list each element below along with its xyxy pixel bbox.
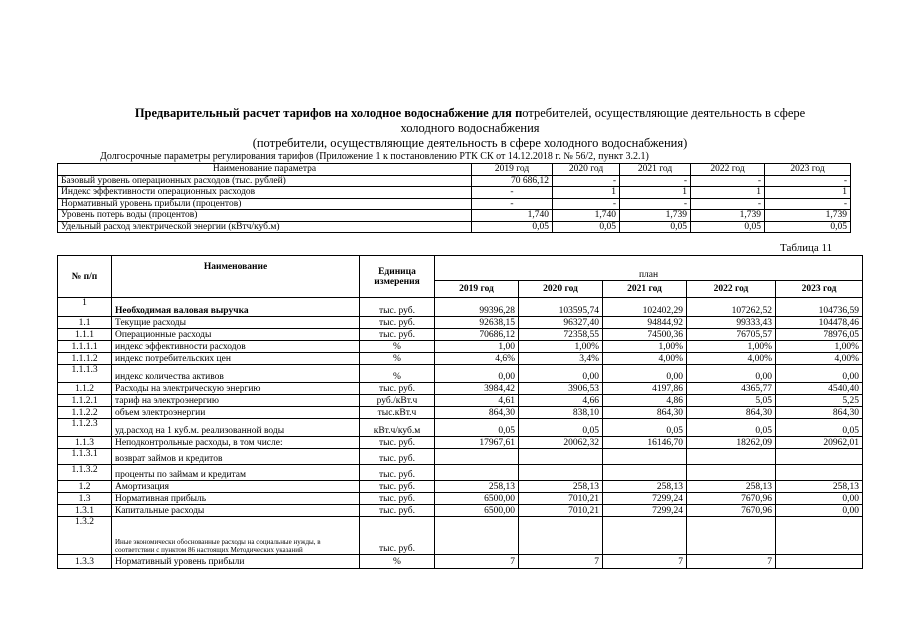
header-year: 2023 год (776, 281, 863, 298)
params-value-cell: - (691, 175, 765, 187)
row-name: уд.расход на 1 куб.м. реализованной воды (112, 419, 360, 437)
params-header-cell: 2023 год (765, 164, 851, 176)
row-value: 20962,01 (776, 437, 863, 449)
params-header-cell: 2022 год (691, 164, 765, 176)
row-value: 6500,00 (435, 493, 519, 505)
params-value-cell: 1,740 (553, 210, 620, 222)
row-unit: % (360, 341, 435, 353)
params-value-cell: - (553, 175, 620, 187)
row-number: 1.3.1 (58, 505, 112, 517)
row-value (603, 517, 687, 555)
row-name: Нормативная прибыль (112, 493, 360, 505)
row-value: 7010,21 (519, 493, 603, 505)
row-number: 1 (58, 298, 112, 317)
row-name: индекс эффективности расходов (112, 341, 360, 353)
row-unit: тыс. руб. (360, 505, 435, 517)
row-value: 1,00% (519, 341, 603, 353)
params-name-cell: Удельный расход электрической энергии (кВтч/куб.м) (58, 221, 472, 233)
row-unit: тыс. руб. (360, 465, 435, 481)
table-row (58, 481, 863, 493)
row-value: 94844,92 (603, 317, 687, 329)
row-name: возврат займов и кредитов (112, 449, 360, 465)
params-value-cell: - (765, 175, 851, 187)
row-value: 864,30 (603, 407, 687, 419)
params-row (58, 187, 851, 199)
row-value: 7 (603, 555, 687, 569)
row-value: 0,00 (519, 365, 603, 383)
params-value-cell: 1,739 (620, 210, 691, 222)
params-value-cell: 1 (765, 187, 851, 199)
title-bold: Предварительный расчет тарифов на холодное водоснабжение для п (134, 106, 523, 120)
row-value (687, 517, 776, 555)
row-name: Необходимая валовая выручка (112, 298, 360, 317)
params-value-cell: 1,740 (472, 210, 553, 222)
row-unit: % (360, 365, 435, 383)
row-value: 258,13 (776, 481, 863, 493)
row-value: 3906,53 (519, 383, 603, 395)
params-value-cell: - (691, 198, 765, 210)
table-row (58, 298, 863, 317)
row-name: проценты по займам и кредитам (112, 465, 360, 481)
row-value: 0,05 (435, 419, 519, 437)
table-row (58, 329, 863, 341)
row-value: 258,13 (603, 481, 687, 493)
header-name: Наименование (112, 256, 360, 298)
row-value: 17967,61 (435, 437, 519, 449)
row-value (687, 465, 776, 481)
row-value (435, 465, 519, 481)
row-value: 4365,77 (687, 383, 776, 395)
row-value: 7 (687, 555, 776, 569)
row-unit: % (360, 353, 435, 365)
row-number: 1.1.1.1 (58, 341, 112, 353)
row-value (435, 517, 519, 555)
params-value-cell: 0,05 (765, 221, 851, 233)
header-year: 2021 год (603, 281, 687, 298)
table-row (58, 493, 863, 505)
row-value: 1,00% (603, 341, 687, 353)
table-row (58, 465, 863, 481)
table-row (58, 341, 863, 353)
row-value: 258,13 (435, 481, 519, 493)
row-value: 4,61 (435, 395, 519, 407)
row-value: 0,00 (776, 493, 863, 505)
row-value: 102402,29 (603, 298, 687, 317)
params-value-cell: - (472, 198, 553, 210)
row-number: 1.1.2.1 (58, 395, 112, 407)
row-value: 18262,09 (687, 437, 776, 449)
row-value: 4540,40 (776, 383, 863, 395)
row-value: 0,05 (687, 419, 776, 437)
row-unit: тыс. руб. (360, 383, 435, 395)
main-table (57, 255, 863, 569)
row-number: 1.3.3 (58, 555, 112, 569)
row-value: 72358,55 (519, 329, 603, 341)
params-value-cell: 1,739 (765, 210, 851, 222)
params-header-row (58, 164, 851, 176)
row-value: 20062,32 (519, 437, 603, 449)
params-value-cell: 1 (620, 187, 691, 199)
params-value-cell: 1,739 (691, 210, 765, 222)
header-year: 2020 год (519, 281, 603, 298)
row-value: 258,13 (519, 481, 603, 493)
row-value (687, 449, 776, 465)
row-unit: тыс. руб. (360, 481, 435, 493)
row-unit: тыс. руб. (360, 317, 435, 329)
row-value: 7670,96 (687, 505, 776, 517)
params-value-cell: 0,05 (472, 221, 553, 233)
params-value-cell: 0,05 (691, 221, 765, 233)
row-value: 3,4% (519, 353, 603, 365)
row-number: 1.3.2 (58, 517, 112, 555)
table-row (58, 437, 863, 449)
row-unit: руб./кВт.ч (360, 395, 435, 407)
row-name: Неподконтрольные расходы, в том числе: (112, 437, 360, 449)
row-value: 70686,12 (435, 329, 519, 341)
params-header-cell: 2019 год (472, 164, 553, 176)
longterm-caption: Долгосрочные параметры регулирования тарифов (Приложение 1 к постановлению РТК СК от 14.12.2018 г. № 56/2, пункт 3.2.1) (100, 151, 649, 162)
row-number: 1.1.1.2 (58, 353, 112, 365)
row-unit: тыс. руб. (360, 517, 435, 555)
table-row (58, 383, 863, 395)
row-value (519, 449, 603, 465)
row-value: 103595,74 (519, 298, 603, 317)
row-value (519, 517, 603, 555)
row-value (776, 517, 863, 555)
row-value: 7010,21 (519, 505, 603, 517)
row-unit: тыс. руб. (360, 437, 435, 449)
row-value: 92638,15 (435, 317, 519, 329)
row-value: 1,00% (776, 341, 863, 353)
row-value: 864,30 (435, 407, 519, 419)
table-row (58, 353, 863, 365)
row-value: 4,00% (603, 353, 687, 365)
row-value: 76705,57 (687, 329, 776, 341)
row-value: 0,05 (776, 419, 863, 437)
title-rest: отребителей, осуществляющие деятельность в сфере холодного водоснабжения (400, 106, 806, 135)
row-value (435, 449, 519, 465)
row-number: 1.1.1.3 (58, 365, 112, 383)
row-value: 4,00% (687, 353, 776, 365)
row-value: 99396,28 (435, 298, 519, 317)
row-value: 7299,24 (603, 505, 687, 517)
params-header-cell: 2021 год (620, 164, 691, 176)
params-name-cell: Нормативный уровень прибыли (процентов) (58, 198, 472, 210)
row-value: 4,66 (519, 395, 603, 407)
row-unit: % (360, 555, 435, 569)
row-value: 5,05 (687, 395, 776, 407)
row-value: 258,13 (687, 481, 776, 493)
params-value-cell: 1 (553, 187, 620, 199)
row-value: 7670,96 (687, 493, 776, 505)
row-value: 99333,43 (687, 317, 776, 329)
row-value: 838,10 (519, 407, 603, 419)
table-row (58, 407, 863, 419)
params-value-cell: 0,05 (620, 221, 691, 233)
params-row (58, 198, 851, 210)
row-value (603, 449, 687, 465)
params-name-cell: Уровень потерь воды (процентов) (58, 210, 472, 222)
row-value: 0,00 (603, 365, 687, 383)
row-number: 1.1.3 (58, 437, 112, 449)
params-value-cell: 70 686,12 (472, 175, 553, 187)
row-name: Нормативный уровень прибыли (112, 555, 360, 569)
row-value: 4,00% (776, 353, 863, 365)
row-name: Операционные расходы (112, 329, 360, 341)
row-value (519, 465, 603, 481)
row-value: 7299,24 (603, 493, 687, 505)
row-value: 1,00 (435, 341, 519, 353)
row-name: индекс количества активов (112, 365, 360, 383)
table-row (58, 517, 863, 555)
row-value: 74500,36 (603, 329, 687, 341)
page-title (110, 106, 830, 136)
row-number: 1.3 (58, 493, 112, 505)
table-row (58, 449, 863, 465)
row-number: 1.1 (58, 317, 112, 329)
row-unit: кВт.ч/куб.м (360, 419, 435, 437)
row-value: 107262,52 (687, 298, 776, 317)
params-value-cell: 1 (691, 187, 765, 199)
row-value: 0,05 (519, 419, 603, 437)
row-value: 1,00% (687, 341, 776, 353)
table-row (58, 395, 863, 407)
row-number: 1.1.1 (58, 329, 112, 341)
row-value: 104736,59 (776, 298, 863, 317)
params-value-cell: - (553, 198, 620, 210)
row-name: индекс потребительских цен (112, 353, 360, 365)
row-value (776, 555, 863, 569)
row-name: Капитальные расходы (112, 505, 360, 517)
row-value: 78976,05 (776, 329, 863, 341)
row-number: 1.1.2.2 (58, 407, 112, 419)
params-table (57, 163, 851, 233)
row-value: 6500,00 (435, 505, 519, 517)
params-value-cell: - (620, 198, 691, 210)
table-row (58, 505, 863, 517)
header-number: № п/п (58, 256, 112, 298)
row-value: 0,00 (776, 505, 863, 517)
row-number: 1.2 (58, 481, 112, 493)
row-name: Амортизация (112, 481, 360, 493)
row-name: Расходы на электрическую энергию (112, 383, 360, 395)
params-value-cell: 0,05 (553, 221, 620, 233)
row-unit: тыс. руб. (360, 449, 435, 465)
row-name: Текущие расходы (112, 317, 360, 329)
table-number-label: Таблица 11 (780, 242, 833, 254)
header-year: 2022 год (687, 281, 776, 298)
row-value: 864,30 (776, 407, 863, 419)
row-value: 864,30 (687, 407, 776, 419)
row-value: 3984,42 (435, 383, 519, 395)
row-value: 7 (519, 555, 603, 569)
params-name-cell: Индекс эффективности операционных расходов (58, 187, 472, 199)
row-value: 4197,86 (603, 383, 687, 395)
params-header-cell: 2020 год (553, 164, 620, 176)
params-row (58, 221, 851, 233)
row-value: 7 (435, 555, 519, 569)
params-name-cell: Базовый уровень операционных расходов (тыс. рублей) (58, 175, 472, 187)
row-value: 0,05 (603, 419, 687, 437)
row-name: тариф на электроэнергию (112, 395, 360, 407)
row-name: Иные экономически обоснованные расходы на социальные нужды, в соответствии с пунктом 86 настоящих Методических указаний (112, 517, 360, 555)
row-value: 0,00 (435, 365, 519, 383)
row-unit: тыс. руб. (360, 298, 435, 317)
params-value-cell: - (620, 175, 691, 187)
row-number: 1.1.3.1 (58, 449, 112, 465)
row-value: 4,6% (435, 353, 519, 365)
row-value (776, 449, 863, 465)
row-value (776, 465, 863, 481)
table-row (58, 365, 863, 383)
row-value: 4,86 (603, 395, 687, 407)
header-plan: план (435, 256, 863, 281)
params-header-cell: Наименование параметра (58, 164, 472, 176)
params-row (58, 175, 851, 187)
table-row (58, 419, 863, 437)
params-value-cell: - (472, 187, 553, 199)
row-number: 1.1.3.2 (58, 465, 112, 481)
row-name: объем электроэнергии (112, 407, 360, 419)
row-value: 0,00 (776, 365, 863, 383)
row-value (603, 465, 687, 481)
row-number: 1.1.2.3 (58, 419, 112, 437)
row-number: 1.1.2 (58, 383, 112, 395)
row-value: 16146,70 (603, 437, 687, 449)
page-subtitle: (потребители, осуществляющие деятельность в сфере холодного водоснабжения) (252, 136, 688, 150)
row-value: 96327,40 (519, 317, 603, 329)
row-value: 104478,46 (776, 317, 863, 329)
params-value-cell: - (765, 198, 851, 210)
params-row (58, 210, 851, 222)
row-unit: тыс. руб. (360, 329, 435, 341)
header-year: 2019 год (435, 281, 519, 298)
row-unit: тыс.кВт.ч (360, 407, 435, 419)
table-row (58, 317, 863, 329)
row-unit: тыс. руб. (360, 493, 435, 505)
row-value: 0,00 (687, 365, 776, 383)
table-row (58, 555, 863, 569)
header-unit: Единица измерения (360, 256, 435, 298)
row-value: 5,25 (776, 395, 863, 407)
